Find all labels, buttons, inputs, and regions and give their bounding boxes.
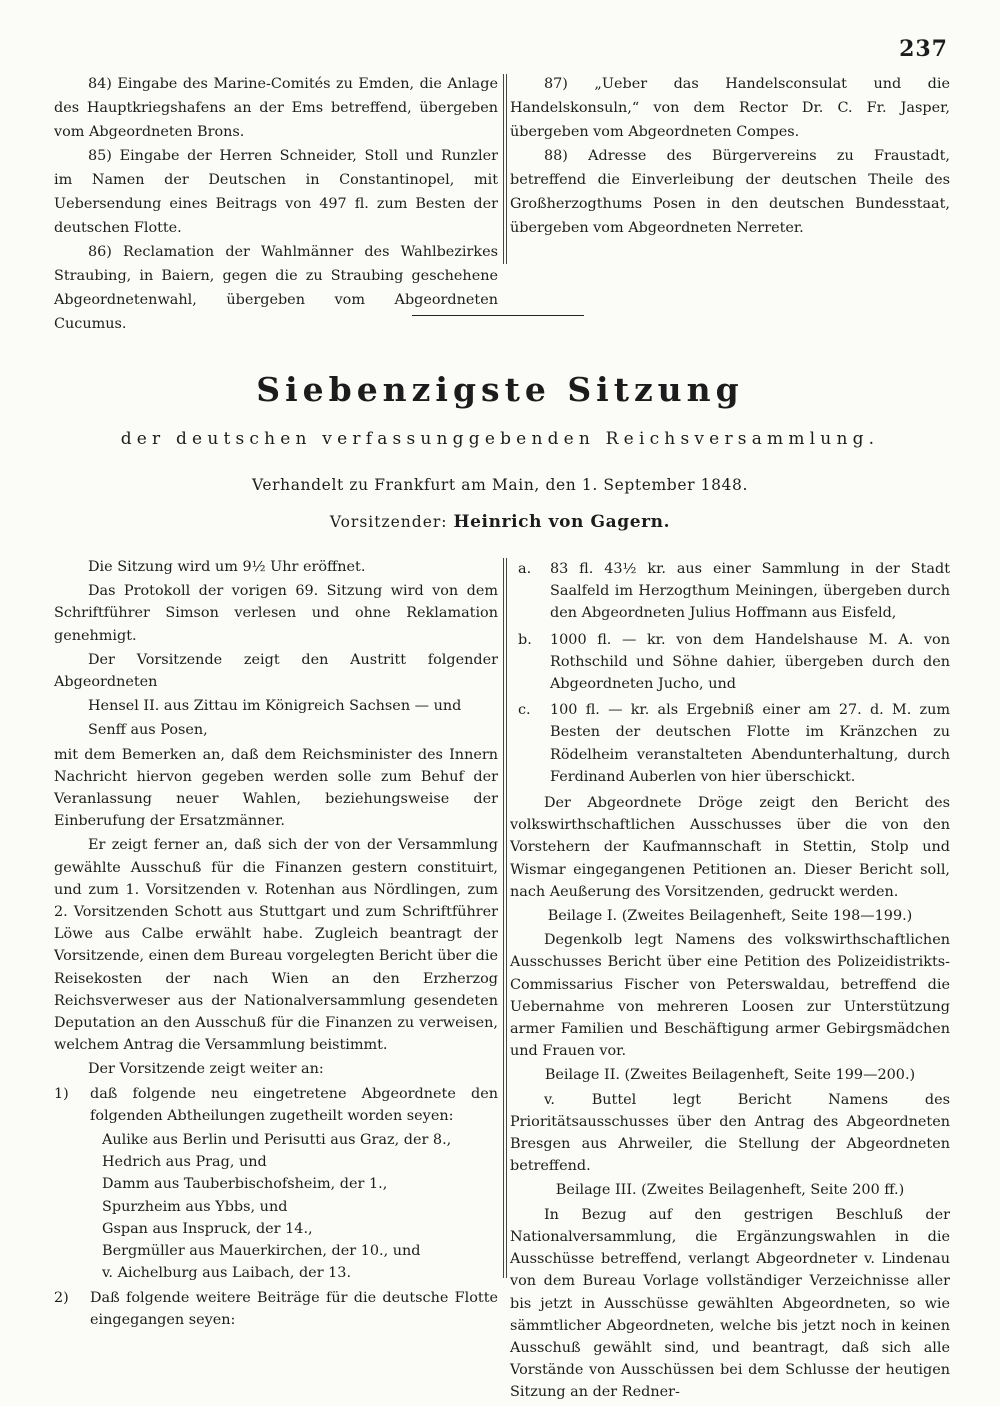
contribution-text: 1000 fl. — kr. von dem Handelshause M. A. von Rothschild und Söhne dahier, übergeben durch den Abgeordneten Jucho, und xyxy=(550,631,950,693)
main-right-column xyxy=(510,556,950,1406)
numbered-item-1 xyxy=(54,1083,498,1127)
notice-paragraph: mit dem Bemerken an, daß dem Reichsminister des Innern Nachricht hiervon gegeben werden solle zum Behuf der Veranlassung neuer Wahlen, beziehungsweise der Einberufung der Ersatzmänner. xyxy=(54,746,498,830)
contribution-text: 100 fl. — kr. als Ergebniß einer am 27. d. M. zum Besten der deutschen Flotte im Kränzchen zu Rödelheim veranstalteten Abendunterhaltung, durch Ferdinand Auberlen von hier überschickt. xyxy=(550,702,950,785)
column-rule xyxy=(506,558,507,1278)
member-entry: v. Aichelburg aus Laibach, der 13. xyxy=(102,1265,352,1282)
beilage-2: Beilage II. (Zweites Beilagenheft, Seite 199—200.) xyxy=(544,1067,916,1084)
entry-86: 86) Reclamation der Wahlmänner des Wahlbezirkes Straubing, in Baiern, gegen die zu Straubing geschehene Abgeordnetenwahl, übergeben vom Abgeordneten Cucumus. xyxy=(54,244,498,332)
item-number: 1) xyxy=(54,1085,69,1102)
buttel-report-paragraph: v. Buttel legt Bericht Namens des Prioritätsausschusses über den Antrag des Abgeordneten Bresgen aus Ahrweiler, die Stellung der Abgeordneten betreffend. xyxy=(510,1091,950,1175)
main-left-column xyxy=(54,556,498,1333)
main-section xyxy=(54,556,950,1401)
session-subtitle: der deutschen verfassunggebenden Reichsversammlung. xyxy=(120,429,880,449)
member-entry: Spurzheim aus Ybbs, und xyxy=(102,1198,288,1215)
section-divider xyxy=(412,315,584,316)
entry-85: 85) Eingabe der Herren Schneider, Stoll und Runzler im Namen der Deutschen in Constantinopel, mit Uebersendung eines Beitrags von 497 fl. zum Besten der deutschen Flotte. xyxy=(54,148,498,236)
member-list xyxy=(102,1129,498,1284)
resignation-name-2: Senff aus Posen, xyxy=(88,722,208,739)
session-chair xyxy=(0,512,1000,532)
top-right-column xyxy=(510,72,950,240)
contribution-label: b. xyxy=(518,631,532,648)
droege-report-paragraph: Der Abgeordnete Dröge zeigt den Bericht des volkswirthschaftlichen Ausschusses über die von den Vorstehern der Kaufmannschaft in Stettin, Stolp und Wismar eingegangenen Petitionen an. Dieser Bericht soll, nach Aeußerung des Vorsitzenden, gedruckt werden. xyxy=(510,795,950,900)
finance-committee-paragraph: Er zeigt ferner an, daß sich der von der Versammlung gewählte Ausschuß für die Finanzen gestern constituirt, und zum 1. Vorsitzenden v. Rotenhan aus Nördlingen, zum 2. Vorsitzenden Schott aus Stuttgart und zum Schriftführer Löwe aus Calbe erwählt habe. Zugleich beantragt der Vorsitzende, einen dem Bureau vorgelegten Bericht über die Reisekosten der nach Wien an den Erzherzog Reichsverweser aus der Nationalversammlung gesendeten Deputation an den Ausschuß für die Finanzen zu verweisen, welchem Antrag die Versammlung beistimmt. xyxy=(54,837,498,1054)
session-title: Siebenzigste Sitzung xyxy=(256,370,744,409)
entry-84: 84) Eingabe des Marine-Comités zu Emden, die Anlage des Hauptkriegshafens an der Ems betreffend, übergeben vom Abgeordneten Brons. xyxy=(54,76,498,140)
member-entry: Hedrich aus Prag, und xyxy=(102,1154,267,1171)
session-place-date: Verhandelt zu Frankfurt am Main, den 1. September 1848. xyxy=(251,476,749,494)
top-section xyxy=(54,72,950,332)
opening-paragraph: Die Sitzung wird um 9½ Uhr eröffnet. xyxy=(88,559,366,575)
contribution-text: 83 fl. 43½ kr. aus einer Sammlung in der Stadt Saalfeld im Herzogthum Meiningen, übergeben durch den Abgeordneten Julius Hoffmann aus Eisfeld, xyxy=(550,561,950,622)
item-text: Daß folgende weitere Beiträge für die deutsche Flotte eingegangen seyen: xyxy=(90,1289,498,1328)
lindenau-request-paragraph: In Bezug auf den gestrigen Beschluß der Nationalversammlung, die Ergänzungswahlen in die Ausschüsse betreffend, verlangt Abgeordneter v. Lindenau von dem Bureau Vorlage vollständiger Verzeichnisse aller bis jetzt in Ausschüsse gewählten Abgeordneten, so wie sämmtlicher Abgeordneten, welche bis jetzt noch in keinen Ausschuß gewählt sind, und beantragt, daß sich alle Vorstände von Ausschüssen bei dem Schlusse der heutigen Sitzung an der Redner- xyxy=(510,1206,950,1401)
beilage-1: Beilage I. (Zweites Beilagenheft, Seite 198—199.) xyxy=(547,908,913,925)
column-rule xyxy=(503,74,504,264)
item-text: daß folgende neu eingetretene Abgeordnete den folgenden Abtheilungen zugetheilt worden seyen: xyxy=(90,1085,498,1124)
resignation-paragraph: Der Vorsitzende zeigt den Austritt folgender Abgeordneten xyxy=(54,651,498,691)
chair-label: Vorsitzender: xyxy=(329,513,448,531)
column-rule xyxy=(503,558,504,1278)
contribution-b xyxy=(510,629,950,696)
contribution-a xyxy=(510,558,950,625)
further-notice-paragraph: Der Vorsitzende zeigt weiter an: xyxy=(88,1061,324,1078)
degenkolb-report-paragraph: Degenkolb legt Namens des volkswirthschaftlichen Ausschusses Bericht über eine Petition des Polizeidistrikts-Commissarius Fischer von Peterswaldau, betreffend die Uebernahme von mehreren Loosen zur Unterstützung armer Familien und Beschäftigung armer Gebirgsmädchen und Frauen vor. xyxy=(510,932,950,1060)
member-entry: Damm aus Tauberbischofsheim, der 1., xyxy=(102,1176,388,1193)
contribution-c xyxy=(510,699,950,788)
resignation-name-1: Hensel II. aus Zittau im Königreich Sachsen — und xyxy=(88,698,462,715)
entry-87: 87) „Ueber das Handelsconsulat und die Handelskonsuln,“ von dem Rector Dr. C. Fr. Jasper, übergeben vom Abgeordneten Compes. xyxy=(510,76,950,140)
top-left-column xyxy=(54,72,498,336)
page-number: 237 xyxy=(899,36,948,62)
protocol-paragraph: Das Protokoll der vorigen 69. Sitzung wird von dem Schriftführer Simson verlesen und ohne Reklamation genehmigt. xyxy=(54,583,498,644)
member-entry: Gspan aus Inspruck, der 14., xyxy=(102,1220,313,1237)
member-entry: Aulike aus Berlin und Perisutti aus Graz, der 8., xyxy=(102,1132,452,1149)
item-number: 2) xyxy=(54,1289,69,1306)
numbered-item-2 xyxy=(54,1287,498,1331)
member-entry: Bergmüller aus Mauerkirchen, der 10., und xyxy=(102,1243,421,1260)
beilage-3: Beilage III. (Zweites Beilagenheft, Seite 200 ff.) xyxy=(555,1182,905,1199)
column-rule xyxy=(506,74,507,264)
contribution-label: c. xyxy=(518,702,531,719)
contribution-label: a. xyxy=(518,561,532,577)
entry-88: 88) Adresse des Bürgervereins zu Fraustadt, betreffend die Einverleibung der deutschen Theile des Großherzogthums Posen in den deutschen Bundesstaat, übergeben vom Abgeordneten Nerreter. xyxy=(510,148,950,236)
chair-name: Heinrich von Gagern. xyxy=(453,512,671,532)
